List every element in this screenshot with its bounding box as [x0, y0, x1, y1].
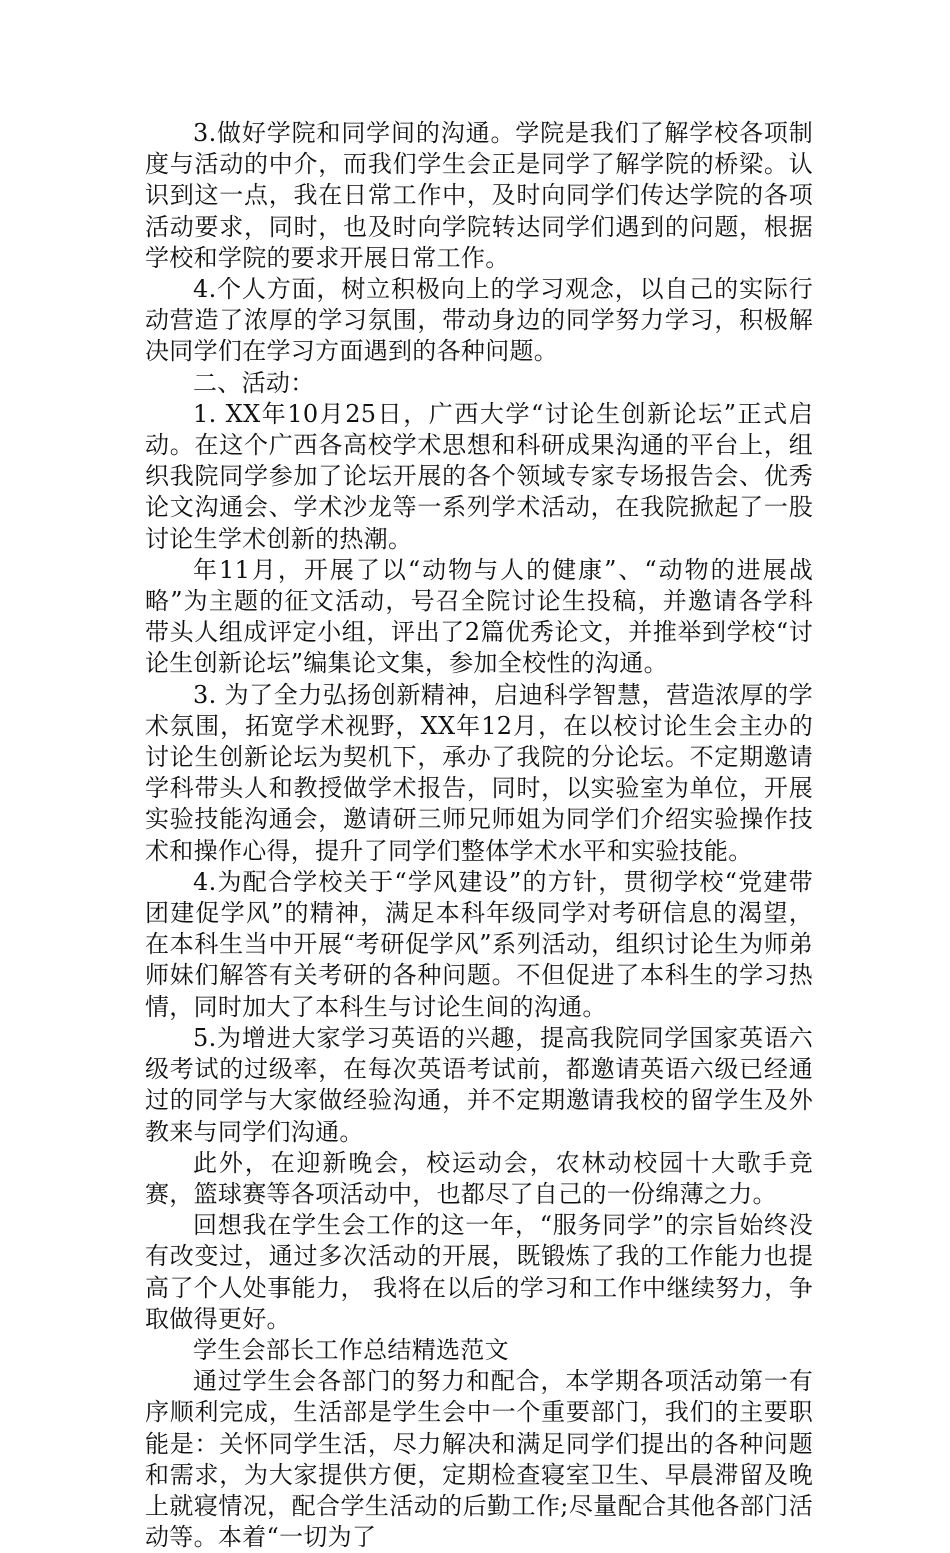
paragraph-activity-3: 3. 为了全力弘扬创新精神，启迪科学智慧，营造浓厚的学术氛围，拓宽学术视野，XX年12月，在以校讨论生会主办的讨论生创新论坛为契机下，承办了我院的分论坛。不定期邀请学科带头人和教授做学术报告，同时，以实验室为单位，开展实验技能沟通会，邀请研三师兄师姐为同学们介绍实验操作技术和操作心得，提升了同学们整体学术水平和实验技能。 — [145, 680, 813, 865]
paragraph-activity-4: 4.为配合学校关于“学风建设”的方针，贯彻学校“党建带团建促学风”的精神，满足本科年级同学对考研信息的渴望，在本科生当中开展“考研促学风”系列活动，组织讨论生为师弟师妹们解答有关考研的各种问题。不但促进了本科生的学习热情，同时加大了本科生与讨论生间的沟通。 — [145, 867, 813, 1021]
document-body — [145, 118, 813, 1553]
paragraph-other-activities: 此外，在迎新晚会，校运动会，农林动校园十大歌手竞赛，篮球赛等各项活动中，也都尽了自己的一份绵薄之力。 — [145, 1148, 813, 1208]
paragraph-personal: 4.个人方面，树立积极向上的学习观念，以自己的实际行动营造了浓厚的学习氛围，带动身边的同学努力学习，积极解决同学们在学习方面遇到的各种问题。 — [145, 275, 813, 366]
paragraph-reflection: 回想我在学生会工作的这一年，“服务同学”的宗旨始终没有改变过，通过多次活动的开展，既锻炼了我的工作能力也提高了个人处事能力， 我将在以后的学习和工作中继续努力，争取做得更好。 — [145, 1211, 813, 1333]
paragraph-communication: 3.做好学院和同学间的沟通。学院是我们了解学校各项制度与活动的中介，而我们学生会正是同学了解学院的桥梁。认识到这一点，我在日常工作中，及时向同学们传达学院的各项活动要求，同时，也及时向学院转达同学们遇到的问题，根据学校和学院的要求开展日常工作。 — [145, 119, 813, 272]
paragraph-activity-5: 5.为增进大家学习英语的兴趣，提高我院同学国家英语六级考试的过级率，在每次英语考试前，都邀请英语六级已经通过的同学与大家做经验沟通，并不定期邀请我校的留学生及外教来与同学们沟通。 — [145, 1023, 813, 1146]
section-title-summary: 学生会部长工作总结精选范文 — [193, 1335, 509, 1364]
paragraph-activity-1: 1. XX年10月25日，广西大学“讨论生创新论坛”正式启动。在这个广西各高校学术思想和科研成果沟通的平台上，组织我院同学参加了论坛开展的各个领域专家专场报告会、优秀论文沟通会、学术沙龙等一系列学术活动，在我院掀起了一股讨论生学术创新的热潮。 — [145, 399, 813, 553]
section-heading-activities: 二、活动： — [193, 368, 315, 397]
paragraph-activity-essay: 年11月，开展了以“动物与人的健康”、“动物的进展战略”为主题的征文活动，号召全院讨论生投稿，并邀请各学科带头人组成评定小组，评出了2篇优秀论文，并推举到学校“讨论生创新论坛”编集论文集，参加全校性的沟通。 — [145, 555, 813, 678]
paragraph-summary-intro: 通过学生会各部门的努力和配合，本学期各项活动第一有序顺利完成，生活部是学生会中一个重要部门，我们的主要职能是：关怀同学生活，尽力解决和满足同学们提出的各种问题和需求，为大家提供方便，定期检查寝室卫生、早晨滞留及晚上就寝情况，配合学生活动的后勤工作;尽量配合其他各部门活动等。本着“一切为了 — [145, 1367, 813, 1552]
